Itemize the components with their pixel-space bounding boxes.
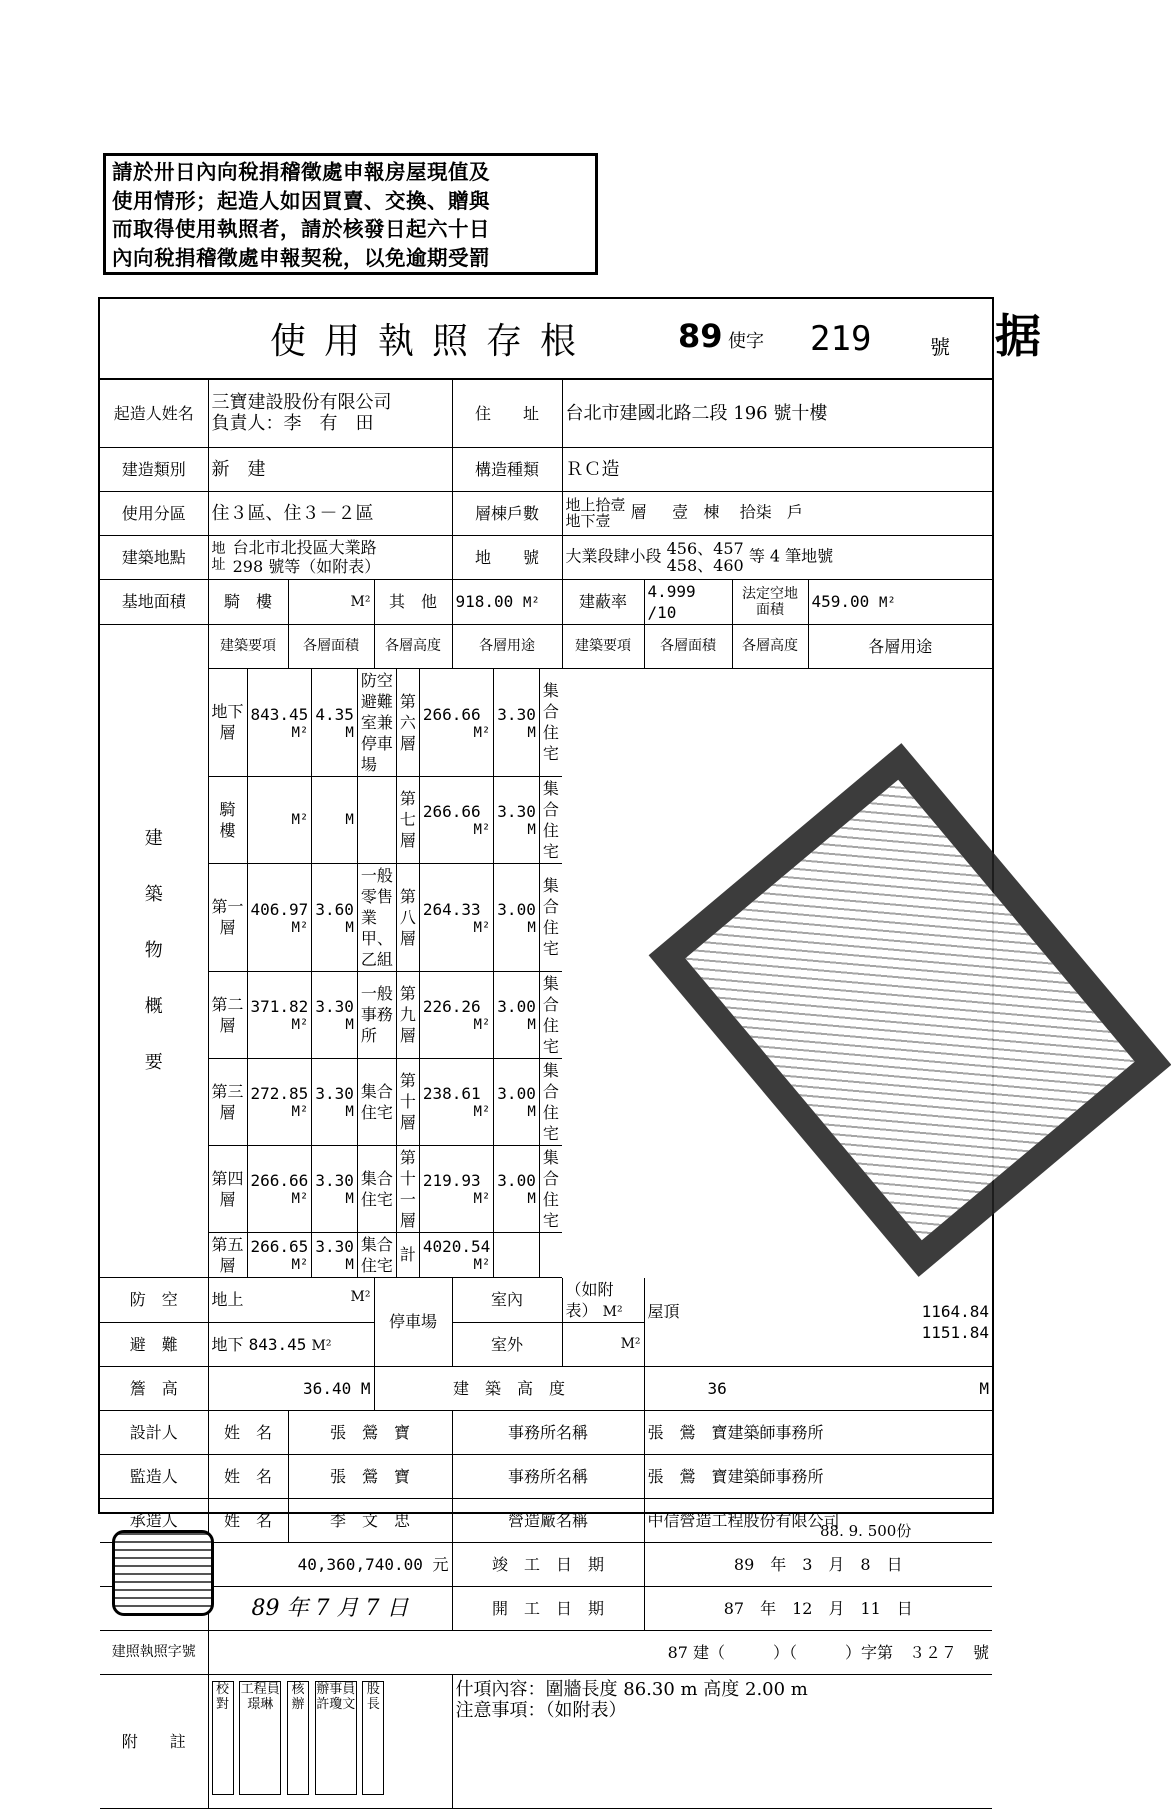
round-seal [112,1530,214,1616]
floor-item [396,863,419,971]
permit-label: 建照執照字號 [100,1630,208,1674]
floor-height [312,971,358,1058]
stamp-clerk [315,1681,357,1795]
eave-unit: M [360,1378,371,1398]
bldg-side-label [100,624,208,1278]
bldg-header-row [100,624,992,668]
remarks-content [452,1674,992,1808]
applicant-address: 台北市建國北路二段 196 號十樓 [562,380,992,447]
floor-area-unit: M² [291,919,309,936]
stamp-section-chief: 股長 [362,1681,384,1795]
floor-row [209,1232,562,1277]
floor-height [494,1058,540,1145]
stamp-check: 校對 [212,1681,234,1795]
lot-section: 大業段肆小段 [565,546,662,566]
site-label: 基地面積 [100,579,208,624]
floor-area-unit: M² [473,1017,491,1033]
floor-item [209,1232,248,1277]
floors-above: 地上拾壹 [565,496,626,514]
floor-area-unit: M² [473,724,491,741]
tax-notice [103,153,598,275]
roof-value2: 1151.84 [921,1322,990,1342]
floor-area-unit: M² [473,919,491,936]
floor-height-unit: M [345,919,354,936]
floor-area-unit: M² [473,1104,491,1120]
supervisor-office: 張 鶯 寶建築師事務所 [644,1454,992,1498]
floor-area-value: 266.66 [250,1171,309,1190]
floor-item-value: 第九層 [399,984,416,1045]
indoor-label: 室內 [452,1278,562,1323]
eave-row [100,1366,992,1410]
floor-row [209,776,562,863]
floor-row [209,863,562,971]
start-date: 87 年 12 月 11 日 [644,1586,992,1630]
parking-label: 停車場 [374,1278,452,1367]
build-type-label: 建造類別 [100,447,208,491]
floor-height [494,1232,540,1277]
contractor-name: 李 文 忠 [288,1498,452,1542]
floor-area [419,669,493,777]
arcade-unit: M² [288,579,374,624]
bh-unit: M [979,1378,990,1398]
structure-label: 構造種類 [452,447,562,491]
roof-value1: 1164.84 [921,1301,990,1321]
form-title: 使用執照存根 [270,321,595,362]
lot-label: 地 號 [452,535,562,579]
remarks-label: 附 註 [100,1674,208,1808]
supervisor-name-label: 姓 名 [208,1454,288,1498]
col-item: 建築要項 [208,624,288,668]
floor-height [494,669,540,777]
floor-item [209,776,252,863]
location-address [208,535,452,579]
supervisor-row [100,1454,992,1498]
floor-height [312,1232,358,1277]
floor-height-unit: M [345,1017,354,1033]
permit-number: 219 [810,319,872,359]
shelter-above [208,1278,374,1323]
col-use: 各層用途 [452,624,562,668]
indoor-unit: M² [602,1303,623,1320]
factory-label: 營造廠名稱 [452,1498,644,1542]
col-height: 各層高度 [374,624,452,668]
cost-value: 40,360,740.00 元 [208,1542,452,1586]
col-area: 各層面積 [288,624,374,668]
floor-area [419,1058,493,1145]
notice-line: 而取得使用執照者，請於核發日起六十日 [112,217,490,241]
col-use: 各層用途 [808,624,992,668]
floor-use [357,1232,396,1277]
permit-word: 使字 [728,331,764,352]
engineer-name: 璟琳 [247,1696,274,1712]
floor-use-value: 集合住宅 [360,1081,393,1122]
floor-area [247,863,312,971]
floor-use-value: 集合住宅 [542,778,559,861]
stamp-approve: 核辦 [287,1681,309,1795]
floor-area-value: 238.61 [422,1084,481,1103]
designer-office-label: 事務所名稱 [452,1410,644,1454]
floor-height-unit: M [527,1104,536,1120]
location-label: 建築地點 [100,535,208,579]
floor-use [357,669,396,777]
stamp-engineer [239,1681,281,1795]
floor-row [209,669,562,777]
floor-area-unit: M² [291,811,309,828]
floor-area-value: 264.33 [422,899,481,919]
side-char: 概 [144,995,163,1017]
address-line1: 台北市北投區大業路 [232,538,377,557]
floor-area [247,971,312,1058]
designer-name-label: 姓 名 [208,1410,288,1454]
floor-area-value: 406.97 [250,899,309,919]
floor-height-unit: M [345,1104,354,1120]
permit-value: 87 建（ ）（ ）字第 ３２７ 號 [208,1630,992,1674]
floor-item [209,971,248,1058]
floor-item [209,1058,248,1145]
coverage-value [644,579,732,624]
permit-suffix: 號 [930,335,950,359]
floors-label: 層棟戶數 [452,491,562,535]
floor-item-value: 第十層 [399,1071,416,1132]
floor-height-unit: M [345,811,354,828]
outdoor-label: 室外 [452,1322,562,1366]
floor-use-value: 集合住宅 [542,681,559,763]
floor-use [539,863,562,971]
roof-label: 屋頂 [647,1301,680,1321]
floor-item [396,669,419,777]
form-header [100,299,992,380]
floor-use [357,776,396,863]
floor-item-value: 第五層 [211,1234,244,1275]
floor-area-value: 4020.54 [422,1237,491,1256]
zone-label: 使用分區 [100,491,208,535]
done-date: 89 年 3 月 8 日 [644,1542,992,1586]
floor-area-value: 272.85 [250,1084,309,1103]
floor-item [396,776,419,863]
building-height-value [644,1366,992,1410]
floor-area-unit: M² [291,1017,309,1033]
floor-area-unit: M² [473,1257,491,1273]
cost-row [100,1542,992,1586]
floor-height-value: 3.30 [315,997,354,1016]
open-number: 459.00 [811,592,870,611]
floors-value [562,491,992,535]
floor-height-value: 3.00 [497,1084,536,1103]
floor-item-value: 騎 樓 [219,799,252,840]
location-row [100,535,992,579]
done-label: 竣 工 日 期 [452,1542,644,1586]
floor-area-value: 266.65 [250,1237,309,1256]
floor-area-unit: M² [473,822,491,838]
notice-line: 請於卅日內向稅捐稽徵處申報房屋現值及 [112,160,490,184]
floor-height [312,1145,358,1232]
floor-area-value: 843.45 [250,704,309,724]
shelter-below [208,1322,374,1366]
shelter-label: 防 空 [100,1278,208,1323]
supervisor-label: 監造人 [100,1454,208,1498]
notice-line: 使用情形；起造人如因買賣、交換、贈與 [112,188,490,213]
site-row [100,579,992,624]
floor-height [312,863,358,971]
coverage-den: /10 [647,602,677,622]
floor-area [419,863,493,971]
clerk-name: 許瓊文 [316,1696,356,1712]
floor-height-value: 3.30 [315,1171,354,1190]
factory-name: 中信營造工程股份有限公司 [644,1498,992,1542]
floor-item-value: 第八層 [399,886,416,948]
floor-use [539,1058,562,1145]
shelter-row [100,1278,992,1323]
floor-area [247,1145,312,1232]
floor-height-unit: M [527,724,536,741]
floor-height-value: 3.30 [497,704,536,724]
permit-row [100,1630,992,1674]
other-label: 其 他 [374,579,452,624]
floor-area-value: 226.26 [422,997,481,1016]
floor-area [247,776,312,863]
floor-use [357,863,396,971]
form-footer: 88. 9. 500份 [820,1522,912,1540]
floor-item-value: 第十一層 [399,1147,416,1230]
hu-value: 拾柒 [739,502,772,522]
indoor-note: （如附表） [565,1279,614,1320]
floor-area-unit: M² [291,724,309,741]
build-type-row [100,447,992,491]
hu-label: 戶 [787,502,804,522]
floor-height [494,971,540,1058]
structure-value: ＲＣ造 [562,447,992,491]
above-unit: M² [350,1289,371,1305]
floor-use [539,669,562,777]
bh-number: 36 [707,1378,727,1398]
floors-ceng: 層 [630,502,647,522]
lots-line2: 458、460 [666,556,744,575]
floor-area-unit: M² [291,1257,309,1273]
applicant-company: 三寶建設股份有限公司 [211,392,392,414]
build-type-value: 新 建 [208,447,452,491]
floor-area [419,1145,493,1232]
other-unit: M² [522,595,540,611]
floor-height [494,1145,540,1232]
supervisor-office-label: 事務所名稱 [452,1454,644,1498]
below-unit: M² [311,1337,332,1354]
floor-height-unit: M [345,724,354,741]
open-value [808,579,992,624]
above-label: 地上 [211,1290,244,1309]
floor-height [312,776,358,863]
indoor-value [562,1278,644,1323]
zone-row [100,491,992,535]
floor-item [396,971,419,1058]
floor-use-value: 集合住宅 [360,1168,393,1209]
col-area: 各層面積 [644,624,732,668]
edge-char: 据 [995,309,1041,363]
lots-line1: 456、457 [666,539,744,558]
floor-use-value: 一般事務所 [360,984,393,1045]
floor-area-value: 219.93 [422,1171,481,1190]
lot-value [562,535,992,579]
remarks-row [100,1674,992,1808]
remarks-line1: 什項內容：圍牆長度 86.30 m 高度 2.00 m [455,1678,808,1700]
dong-value: 壹 [672,502,689,522]
floor-height-unit: M [345,1257,354,1273]
floor-use-value: 防空避難室兼停車場 [360,670,393,774]
floor-use-value: 一般零售業甲、乙組 [360,865,393,969]
arcade-label: 騎 樓 [208,579,288,624]
floor-height-unit: M [527,822,536,838]
address-label: 住 址 [452,380,562,447]
floor-area [419,971,493,1058]
floor-use [539,1145,562,1232]
floor-item [396,1145,419,1232]
floor-use-value: 集合住宅 [542,876,559,958]
floor-height-value: 3.00 [497,1171,536,1190]
applicant-label: 起造人姓名 [100,380,208,447]
floor-height [494,776,540,863]
floor-use [357,1145,396,1232]
issue-date: 89 年 7 月 7 日 [208,1586,452,1630]
below-label: 地下 [211,1334,244,1354]
floor-area-unit: M² [473,1191,491,1207]
floor-use-value: 集合住宅 [542,973,559,1056]
coverage-label: 建蔽率 [562,579,644,624]
supervisor-name: 張 鶯 寶 [288,1454,452,1498]
floor-area-value: 371.82 [250,997,309,1016]
floor-use [539,776,562,863]
floor-use [539,971,562,1058]
side-char: 物 [144,939,163,961]
floor-height-unit: M [527,919,536,936]
floor-height-unit: M [527,1191,536,1207]
floor-item-value: 第一層 [211,897,244,937]
floor-use [357,971,396,1058]
floor-height-value: 4.35 [315,704,354,724]
side-char: 築 [144,883,163,905]
building-height-label: 建 築 高 度 [374,1366,644,1410]
floor-item [209,669,248,777]
floor-item-value: 第二層 [211,994,244,1035]
floor-item-value: 第四層 [211,1168,244,1209]
designer-office: 張 鶯 寶建築師事務所 [644,1410,992,1454]
floor-area [419,776,493,863]
floor-height-unit: M [345,1191,354,1207]
applicant-row [100,380,992,447]
floor-area [247,669,312,777]
col-item: 建築要項 [562,624,644,668]
floor-item-value: 第六層 [399,691,416,753]
other-value [452,579,562,624]
address-line2: 298 號等（如附表） [232,557,381,576]
floor-use [539,1232,562,1277]
open-unit: M² [878,595,896,611]
notice-line: 內向稅捐稽徵處申報契稅，以免逾期受罰 [112,245,490,270]
eave-number: 36.40 [303,1378,352,1398]
lot-tail: 等 4 筆地號 [748,546,834,566]
clerk-label: 辦事員 [316,1681,356,1697]
floor-height-value: 3.30 [315,1237,354,1256]
floor-area-value: 266.66 [422,802,481,821]
floor-area [247,1232,312,1277]
floor-height-value: 3.30 [497,802,536,821]
floor-area-value: 266.66 [422,704,481,724]
floor-use [357,1058,396,1145]
coverage-number: 4.999 [647,581,696,601]
floor-row [209,1145,562,1232]
floor-item-value: 第七層 [399,789,416,850]
side-char: 建 [144,827,163,849]
floor-area-unit: M² [291,1104,309,1120]
start-label: 開 工 日 期 [452,1586,644,1630]
shelter-label-2: 避 難 [100,1322,208,1366]
designer-name: 張 鶯 寶 [288,1410,452,1454]
floor-area-unit: M² [291,1191,309,1207]
permit-year: 89 [678,317,723,355]
remarks-line2: 注意事項：（如附表） [455,1699,627,1721]
issue-row [100,1586,992,1630]
floor-height [494,863,540,971]
floor-item-value: 第三層 [211,1081,244,1122]
floor-row [209,1058,562,1145]
contractor-label: 承造人 [100,1498,208,1542]
floor-height [312,1058,358,1145]
floors-below: 地下壹 [565,512,611,530]
dong-label: 棟 [703,502,720,522]
floor-item [209,863,248,971]
col-height: 各層高度 [732,624,808,668]
applicant-rep: 負責人：李 有 田 [211,413,374,435]
floor-height-value: 3.30 [315,1084,354,1103]
floor-height-value: 3.60 [315,899,354,919]
outdoor-unit: M² [562,1322,644,1366]
applicant-cell [208,380,452,447]
address-tag: 地址 [211,541,226,573]
floor-item-value: 地下層 [211,702,244,742]
roof-cell [644,1278,992,1367]
zone-value: 住３區、住３－２區 [208,491,452,535]
floor-height-unit: M [527,1017,536,1033]
floor-use-value: 集合住宅 [542,1147,559,1230]
open-label: 法定空地面積 [732,579,808,624]
designer-label: 設計人 [100,1410,208,1454]
signature-stamps [208,1674,452,1808]
floor-height-value: 3.00 [497,997,536,1016]
engineer-label: 工程員 [240,1681,280,1697]
floor-row [209,971,562,1058]
floor-item-value: 計 [399,1245,416,1264]
eave-value [208,1366,374,1410]
floor-use-value: 集合住宅 [360,1234,393,1275]
floor-use-value: 集合住宅 [542,1060,559,1143]
eave-label: 簷 高 [100,1366,208,1410]
contractor-name-label: 姓 名 [208,1498,288,1542]
floor-height-value: 3.00 [497,899,536,919]
side-char: 要 [144,1051,163,1073]
floor-item [396,1058,419,1145]
floor-item [396,1232,419,1277]
floor-height [312,669,358,777]
floor-area [419,1232,493,1277]
floor-item [209,1145,248,1232]
floor-area [247,1058,312,1145]
designer-row [100,1410,992,1454]
below-value: 843.45 [248,1334,307,1354]
other-number: 918.00 [455,592,514,611]
